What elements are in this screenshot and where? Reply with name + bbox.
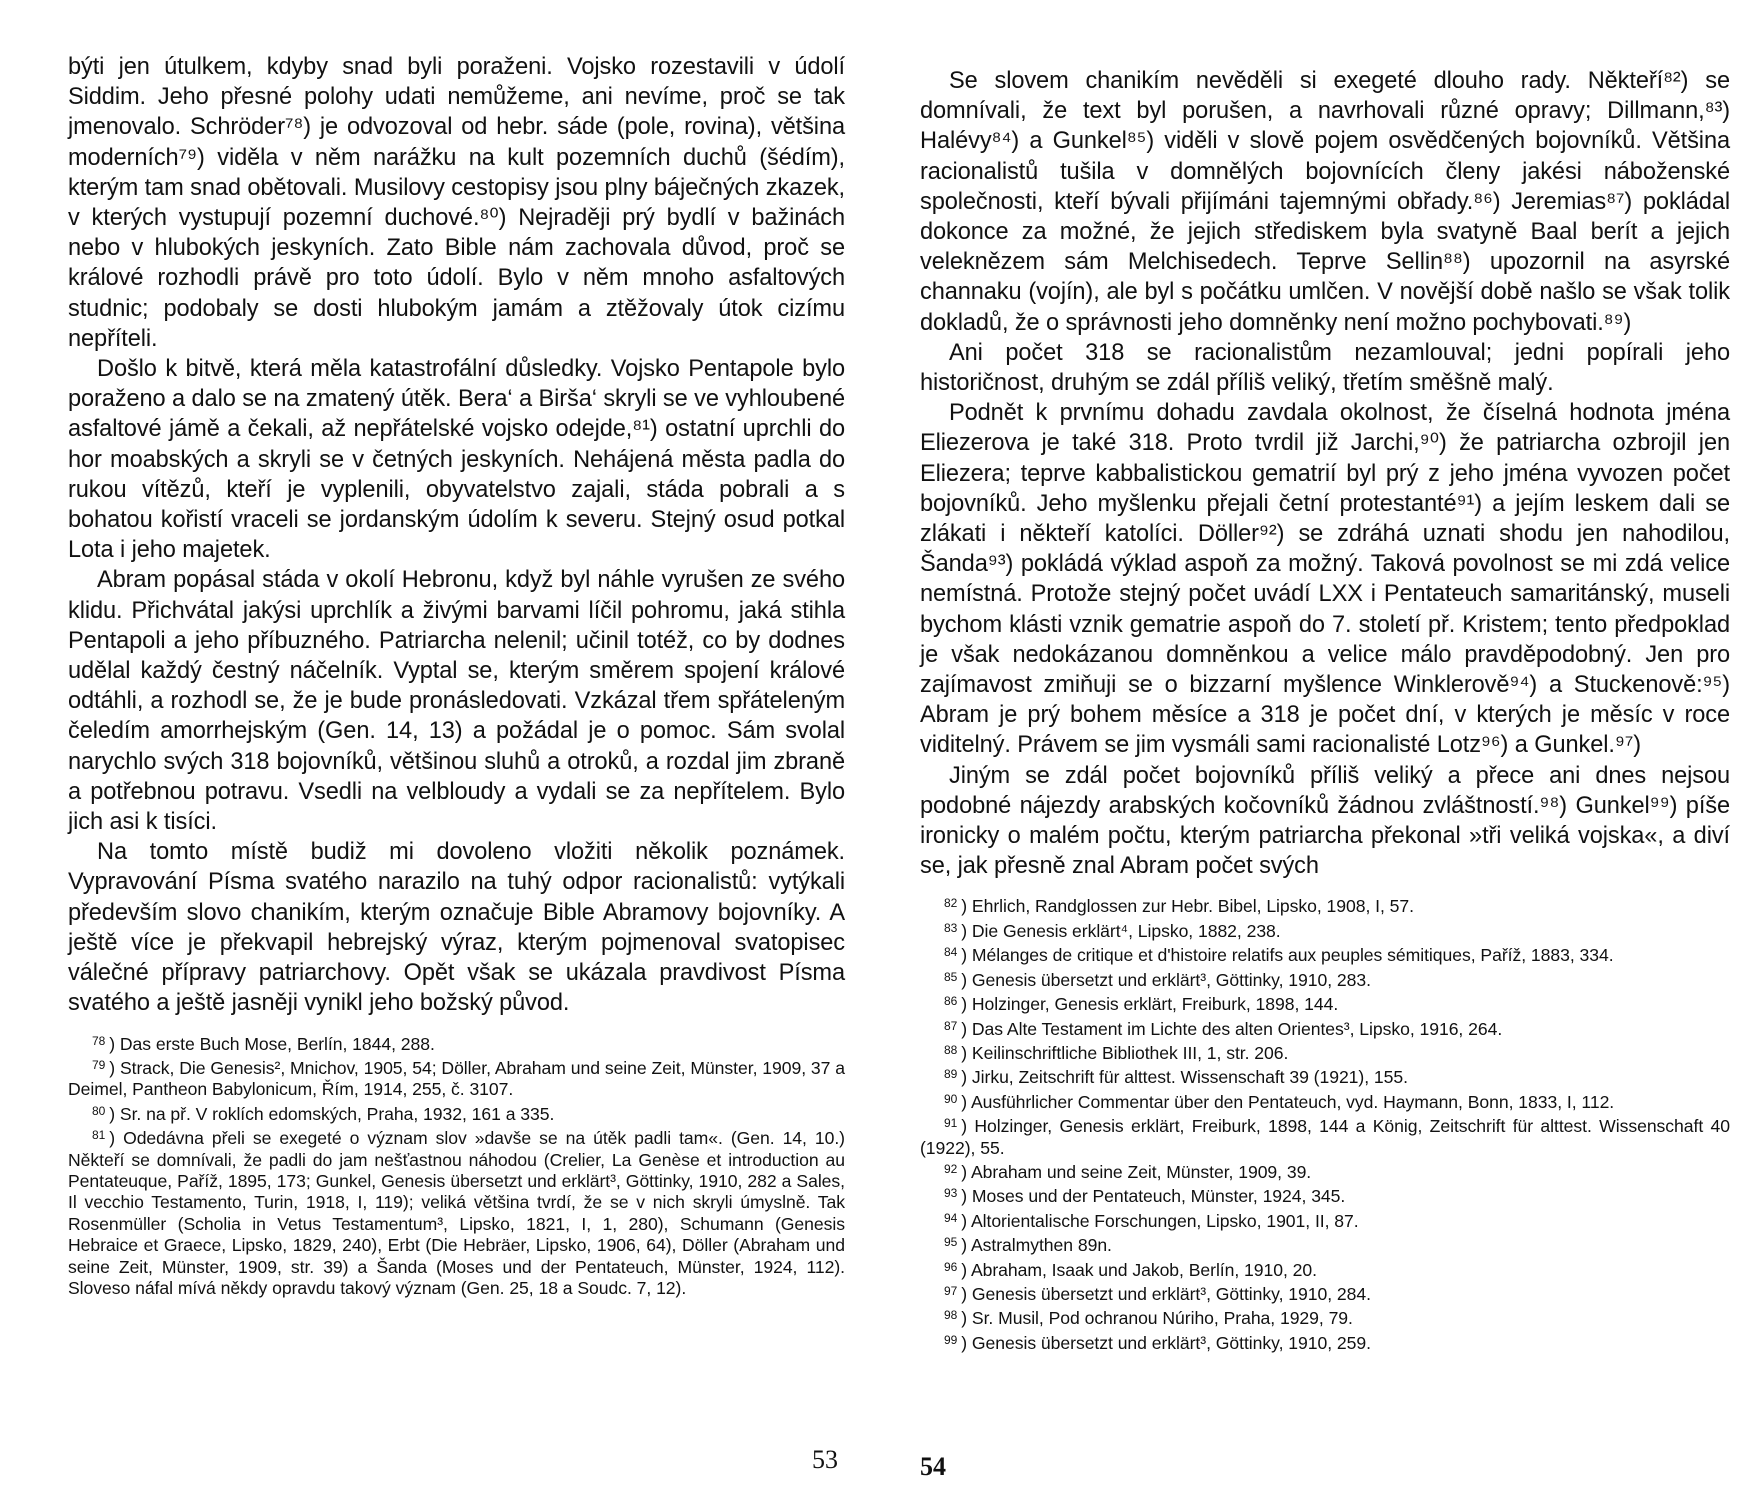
footnote: $^{83}$ ) Die Genesis erklärt⁴, Lipsko, 1882, 238. <box>944 920 1281 941</box>
footnote-text: Abraham und seine Zeit, Münster, 1909, 39. <box>970 1161 1312 1182</box>
footnote-number: 78 <box>92 1033 106 1048</box>
footnote-number: 93 <box>944 1186 958 1201</box>
footnote: $^{84}$ ) Mélanges de critique et d'histoire relatifs aux peuples sémitiques, Paříž, 1883, 334. <box>944 945 1614 966</box>
footnote: $^{82}$ ) Ehrlich, Randglossen zur Hebr. Bibel, Lipsko, 1908, I, 57. <box>944 896 1414 917</box>
left-body-text <box>68 52 845 1019</box>
footnote: $^{96}$ ) Abraham, Isaak und Jakob, Berlín, 1910, 20. <box>944 1259 1317 1280</box>
left-page <box>68 52 845 1299</box>
footnote: $^{94}$ ) Altorientalische Forschungen, Lipsko, 1901, II, 87. <box>944 1210 1359 1231</box>
footnote-text: Ausführlicher Commentar über den Pentateuch, vyd. Haymann, Bonn, 1833, I, 112. <box>970 1091 1615 1112</box>
footnote-number: 96 <box>944 1259 958 1274</box>
footnote-number: 94 <box>944 1210 958 1225</box>
footnote: $^{92}$ ) Abraham und seine Zeit, Münster, 1909, 39. <box>944 1161 1312 1182</box>
footnote-number: 95 <box>944 1235 958 1250</box>
page-number-left: 53 <box>812 1445 838 1474</box>
footnote-text: Die Genesis erklärt⁴, Lipsko, 1882, 238. <box>971 920 1281 941</box>
footnote: $^{93}$ ) Moses und der Pentateuch, Münster, 1924, 345. <box>944 1186 1346 1207</box>
footnote-text: Odedávna přeli se exegeté o význam slov »davše se na útěk padli tam«. (Gen. 14, 10.) Někteří se domnívali, že padli do jam nešťastnou náhodou (Crelier, La Genèse et introduction au Pentateuque, Paříž, 1895, 173; Gunkel, Genesis übersetzt und erklärt³, Göttinky, 1910, 282 a Sales, Il vecchio Testamento, Turin, 1918, I, 119); veliká většina tvrdí, že se v nich skryli úmyslně. Tak Rosenmüller (Scholia in Vetus Testamentum³, Lipsko, 1821, I, 1, 280), Schumann (Genesis Hebraice et Graece, Lipsko, 1829, 240), Erbt (Die Hebräer, Lipsko, 1906, 64), Döller (Abraham und seine Zeit, Münster, 1909, str. 39) a Šanda (Moses und der Pentateuch, Münster, 1924, 112). Sloveso náfal mívá někdy opravdu takový význam (Gen. 25, 18 a Soudc. 7, 12). <box>68 1128 845 1298</box>
paragraph: Došlo k bitvě, která měla katastrofální důsledky. Vojsko Pentapole bylo poraženo a dalo se na zmatený útěk. Bera‘ a Birša‘ skryli se ve vyhloubené asfaltové jámě a čekali, až nepřátelské vojsko odejde,⁸¹) ostatní uprchli do hor moabských a skryli se v četných jeskyních. Nehájená města padla do rukou vítězů, kteří je vyplenili, obyvatelstvo zajali, stáda pobrali a s bohatou kořistí vraceli se jordanským údolím k severu. Stejný osud potkal Lota i jeho majetek. <box>68 356 845 564</box>
footnote-number: 92 <box>944 1161 958 1176</box>
paragraph: Abram popásal stáda v okolí Hebronu, když byl náhle vyrušen ze svého klidu. Přichvátal jakýsi uprchlík a živými barvami líčil pohromu, jaká stihla Pentapoli a jeho příbuzného. Patriarcha nelenil; učinil totéž, co by dodnes udělal každý čestný náčelník. Vyptal se, kterým směrem spojení králové odtáhli, a rozhodl se, že je bude pronásledovati. Vzkázal třem spřáteleným čeledím amorrhejským (Gen. 14, 13) a požádal je o pomoc. Sám svolal narychlo svých 318 bojovníků, většinou sluhů a otroků, a rozdal jim zbraně a potřebnou potravu. Vsedli na velbloudy a vydali se za nepřítelem. Bylo jich asi k tisíci. <box>68 567 845 836</box>
footnote-number: 85 <box>944 969 958 984</box>
paragraph: býti jen útulkem, kdyby snad byli poraženi. Vojsko rozestavili v údolí Siddim. Jeho přesné polohy udati nemůžeme, ani nevíme, proč se tak jmenovalo. Schröder⁷⁸) je odvozoval od hebr. sáde (pole, rovina), většina moderních⁷⁹) viděla v něm narážku na kult pozemních duchů (šédím), kterým tam snad obětovali. Musilovy cestopisy jsou plny báječných zkazek, v kterých vystupují pozemní duchové.⁸⁰) Nejraději prý bydlí v bažinách nebo v hlubokých jeskyních. Zato Bible nám zachovala důvod, proč se králové rozhodli právě pro toto údolí. Bylo v něm mnoho asfaltových studnic; podobaly se dosti hlubokým jamám a ztěžovaly útok cizímu nepříteli. <box>68 54 845 352</box>
footnote-text: Sr. Musil, Pod ochranou Núriho, Praha, 1929, 79. <box>971 1308 1353 1329</box>
footnote-number: 86 <box>944 994 958 1009</box>
footnote: $^{95}$ ) Astralmythen 89n. <box>944 1235 1112 1256</box>
footnote-text: Astralmythen 89n. <box>970 1235 1112 1256</box>
footnote: $^{91}$ ) Holzinger, Genesis erklärt, Freiburk, 1898, 144 a König, Zeitschrift für alttest. Wissenschaft 40 (1922), 55. <box>920 1116 1730 1158</box>
footnote-number: 82 <box>944 896 958 911</box>
paragraph: Na tomto místě budiž mi dovoleno vložiti několik poznámek. Vypravování Písma svatého narazilo na tuhý odpor racionalistů: vytýkali především slovo chanikím, kterým označuje Bible Abramovy bojovníky. A ještě více je překvapil hebrejský výraz, kterým pojmenoval svatopisec válečné přípravy patriarchovy. Opět však se ukázala pravdivost Písma svatého a ještě jasněji vynikl jeho božský původ. <box>68 839 845 1017</box>
footnote: $^{99}$ ) Genesis übersetzt und erklärt³, Göttinky, 1910, 259. <box>944 1332 1371 1353</box>
footnote-number: 81 <box>92 1128 106 1143</box>
footnote: $^{86}$ ) Holzinger, Genesis erklärt, Freiburk, 1898, 144. <box>944 994 1339 1015</box>
footnote-number: 84 <box>944 945 958 960</box>
footnote: $^{78}$ ) Das erste Buch Mose, Berlín, 1844, 288. <box>92 1033 435 1054</box>
footnote-text: Genesis übersetzt und erklärt³, Göttinky, 1910, 283. <box>971 969 1371 990</box>
footnote-text: Abraham, Isaak und Jakob, Berlín, 1910, 20. <box>970 1259 1317 1280</box>
footnote-text: Holzinger, Genesis erklärt, Freiburk, 1898, 144. <box>971 994 1339 1015</box>
footnote-number: 83 <box>944 920 958 935</box>
footnote: $^{88}$ ) Keilinschriftliche Bibliothek III, 1, str. 206. <box>944 1042 1289 1063</box>
footnote-number: 80 <box>92 1103 106 1118</box>
footnote-number: 97 <box>944 1283 958 1298</box>
footnote-text: Moses und der Pentateuch, Münster, 1924, 345. <box>971 1186 1346 1207</box>
page-number-right: 54 <box>920 1452 946 1481</box>
footnote-text: Mélanges de critique et d'histoire relatifs aux peuples sémitiques, Paříž, 1883, 334. <box>971 945 1614 966</box>
paragraph: Ani počet 318 se racionalistům nezamlouval; jedni popírali jeho historičnost, druhým se zdál příliš veliký, třetím směšně malý. <box>920 339 1730 397</box>
footnote-text: Genesis übersetzt und erklärt³, Göttinky, 1910, 284. <box>971 1283 1371 1304</box>
right-footnotes <box>920 893 1730 1354</box>
footnote: $^{97}$ ) Genesis übersetzt und erklärt³, Göttinky, 1910, 284. <box>944 1283 1371 1304</box>
footnote-text: Das erste Buch Mose, Berlín, 1844, 288. <box>119 1033 435 1054</box>
paragraph: Podnět k prvnímu dohadu zavdala okolnost, že číselná hodnota jména Eliezerova je také 318. Proto tvrdil již Jarchi,⁹⁰) že patriarcha ozbrojil jen Eliezera; teprve kabbalistickou gematrií byl prý z jeho jména vyvozen počet bojovníků. Jeho myšlenku přejali četní protestanté⁹¹) a jejím leskem dali se zlákati i někteří katolíci. Döller⁹²) se zdráhá uznati shodu jen nahodilou, Šanda⁹³) pokládá výklad aspoň za možný. Taková povolnost se mi zdá velice nemístná. Protože stejný počet uvádí LXX i Pentateuch samaritánský, museli bychom klásti vznik gematrie aspoň do 7. století př. Kristem; tento předpoklad je však nedokázanou domněnkou a velice málo pravděpodobný. Jen pro zajímavost zmiňuji se o bizzarní myšlence Winklerově⁹⁴) a Stuckenově:⁹⁵) Abram je prý bohem měsíce a 318 je počet dní, v kterých je měsíc v roce viditelný. Právem se jim vysmáli sami racionalisté Lotz⁹⁶) a Gunkel.⁹⁷) <box>920 400 1730 759</box>
footnote: $^{79}$ ) Strack, Die Genesis², Mnichov, 1905, 54; Döller, Abraham und seine Zeit, Münster, 1909, 37 a Deimel, Pantheon Babylonicum, Řím, 1914, 255, č. 3107. <box>68 1057 845 1100</box>
footnote: $^{90}$ ) Ausführlicher Commentar über den Pentateuch, vyd. Haymann, Bonn, 1833, I, 112. <box>944 1091 1615 1112</box>
paragraph: Jiným se zdál počet bojovníků příliš veliký a přece ani dnes nejsou podobné nájezdy arabských kočovníků žádnou zvláštností.⁹⁸) Gunkel⁹⁹) píše ironicky o malém počtu, kterým patriarcha překonal »tři veliká vojska«, a diví se, jak přesně znal Abram počet svých <box>920 762 1730 880</box>
footnote-text: Sr. na př. V roklích edomských, Praha, 1932, 161 a 335. <box>119 1103 555 1124</box>
footnote-text: Altorientalische Forschungen, Lipsko, 1901, II, 87. <box>970 1210 1359 1231</box>
footnote-text: Holzinger, Genesis erklärt, Freiburk, 1898, 144 a König, Zeitschrift für alttest. Wissenschaft 40 (1922), 55. <box>920 1116 1730 1158</box>
footnote: $^{81}$ ) Odedávna přeli se exegeté o význam slov »davše se na útěk padli tam«. (Gen. 14, 10.) Někteří se domnívali, že padli do jam nešťastnou náhodou (Crelier, La Genèse et introduction au Pentateuque, Paříž, 1895, 173; Gunkel, Genesis übersetzt und erklärt³, Göttinky, 1910, 282 a Sales, Il vecchio Testamento, Turin, 1918, I, 119); veliká většina tvrdí, že se v nich skryli úmyslně. Tak Rosenmüller (Scholia in Vetus Testamentum³, Lipsko, 1821, I, 1, 280), Schumann (Genesis Hebraice et Graece, Lipsko, 1829, 240), Erbt (Die Hebräer, Lipsko, 1906, 64), Döller (Abraham und seine Zeit, Münster, 1909, str. 39) a Šanda (Moses und der Pentateuch, Münster, 1924, 112). Sloveso náfal mívá někdy opravdu takový význam (Gen. 25, 18 a Soudc. 7, 12). <box>68 1128 845 1298</box>
footnote-text: Das Alte Testament im Lichte des alten Orientes³, Lipsko, 1916, 264. <box>971 1018 1503 1039</box>
footnote-text: Jirku, Zeitschrift für alttest. Wissenschaft 39 (1921), 155. <box>971 1067 1408 1088</box>
paragraph: Se slovem chanikím nevěděli si exegeté dlouho rady. Někteří⁸²) se domnívali, že text byl porušen, a navrhovali různé opravy; Dillmann,⁸³) Halévy⁸⁴) a Gunkel⁸⁵) viděli v slově pojem osvědčených bojovníků. Většina racionalistů tušila v domnělých bojovnících členy jakési náboženské společnosti, kteří bývali přijímáni tajemnými obřady.⁸⁶) Jeremias⁸⁷) pokládal dokonce za možné, že jejich střediskem byla svatyně Baal berít a jejich veleknězem sám Melchisedech. Teprve Sellin⁸⁸) upozornil na asyrské channaku (vojín), ale byl s počátku umlčen. V novější době našlo se však tolik dokladů, že o správnosti jeho domněnky není možno pochybovati.⁸⁹) <box>920 68 1730 336</box>
footnote: $^{80}$ ) Sr. na př. V roklích edomských, Praha, 1932, 161 a 335. <box>92 1103 555 1124</box>
right-page <box>920 66 1730 1354</box>
footnote-text: Genesis übersetzt und erklärt³, Göttinky, 1910, 259. <box>971 1332 1371 1353</box>
footnote: $^{89}$ ) Jirku, Zeitschrift für alttest. Wissenschaft 39 (1921), 155. <box>944 1067 1408 1088</box>
footnote: $^{87}$ ) Das Alte Testament im Lichte des alten Orientes³, Lipsko, 1916, 264. <box>944 1018 1503 1039</box>
footnote-number: 90 <box>944 1091 958 1106</box>
footnote-number: 91 <box>944 1116 958 1131</box>
footnote: $^{85}$ ) Genesis übersetzt und erklärt³, Göttinky, 1910, 283. <box>944 969 1371 990</box>
footnote-number: 99 <box>944 1332 958 1347</box>
footnote-number: 98 <box>944 1308 958 1323</box>
left-footnotes <box>68 1031 845 1300</box>
footnote: $^{98}$ ) Sr. Musil, Pod ochranou Núriho, Praha, 1929, 79. <box>944 1308 1353 1329</box>
footnote-text: Strack, Die Genesis², Mnichov, 1905, 54; Döller, Abraham und seine Zeit, Münster, 1909, 37 a Deimel, Pantheon Babylonicum, Řím, 1914, 255, č. 3107. <box>68 1057 845 1100</box>
footnote-number: 88 <box>944 1042 958 1057</box>
footnote-number: 89 <box>944 1067 958 1082</box>
footnote-text: Ehrlich, Randglossen zur Hebr. Bibel, Lipsko, 1908, I, 57. <box>971 896 1414 917</box>
footnote-number: 87 <box>944 1018 958 1033</box>
right-body-text <box>920 66 1730 881</box>
footnote-text: Keilinschriftliche Bibliothek III, 1, str. 206. <box>971 1042 1289 1063</box>
footnote-number: 79 <box>92 1057 106 1072</box>
